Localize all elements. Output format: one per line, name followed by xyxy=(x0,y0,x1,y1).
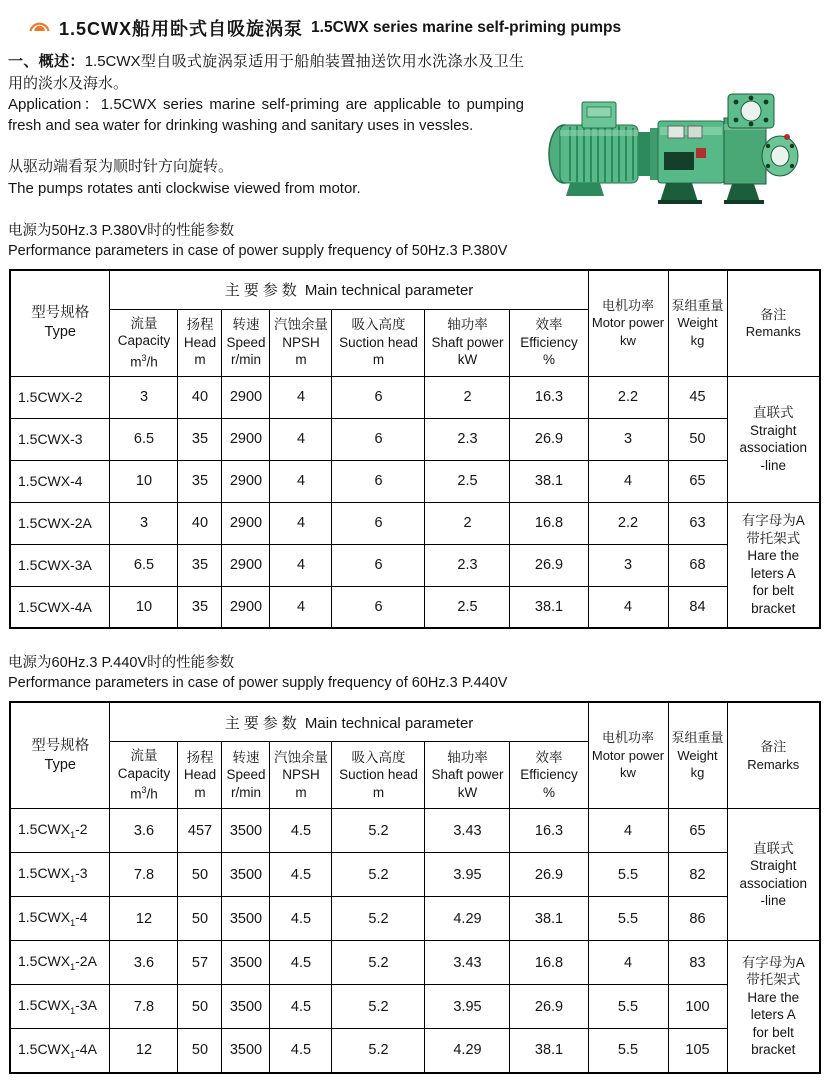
cell-efficiency: 16.3 xyxy=(510,809,588,853)
page-title-zh: 1.5CWX船用卧式自吸旋涡泵 xyxy=(59,19,304,39)
param-header-cell-head: 扬程 Head m xyxy=(178,742,222,809)
cell-type: $1.5CWX_1-3$ xyxy=(10,853,110,897)
cell-efficiency: 38.1 xyxy=(510,460,588,502)
weight-header-cell: 泵组重量 Weight kg xyxy=(668,702,727,809)
cell-efficiency: 38.1 xyxy=(510,586,588,628)
section-60hz-zh: 电源为60Hz.3 P.440V时的性能参数 xyxy=(8,655,235,671)
application-paragraph-en: Application：1.5CWX series marine self-priming are applicable to pumping fresh and sea water for drinking washing and sanitary uses in vessles. xyxy=(8,96,524,134)
remark-cell: 有字母为A 带托架式 Hare the leters A for belt bracket xyxy=(727,502,820,628)
cell-npsh: 4 xyxy=(270,376,332,418)
cell-shaft-power: 3.43 xyxy=(425,809,510,853)
cell-weight: 65 xyxy=(668,809,727,853)
cell-npsh: 4.5 xyxy=(270,809,332,853)
page-title xyxy=(28,15,830,41)
cell-capacity: 3.6 xyxy=(110,809,178,853)
cell-npsh: 4.5 xyxy=(270,985,332,1029)
main-parameter-group-header: 主要参数 Main technical parameter xyxy=(110,702,588,742)
remark-cell: 直联式 Straight association -line xyxy=(727,376,820,502)
rotation-note-en: The pumps rotates anti clockwise viewed from motor. xyxy=(8,179,361,197)
cell-speed: 3500 xyxy=(222,985,270,1029)
section-60hz-heading xyxy=(8,653,830,693)
sunrise-arc-icon xyxy=(28,17,51,39)
param-header-cell-speed: 转速 Speed r/min xyxy=(222,309,270,376)
cell-capacity: 7.8 xyxy=(110,853,178,897)
cell-efficiency: 26.9 xyxy=(510,544,588,586)
param-header-cell-capacity: 流量 Capacity $m^3/h$ xyxy=(110,309,178,376)
section-50hz-en: Performance parameters in case of power supply frequency of 50Hz.3 P.380V xyxy=(8,242,508,259)
cell-suction-head: 5.2 xyxy=(332,985,425,1029)
cell-motor-power: 4 xyxy=(588,586,668,628)
cell-npsh: 4 xyxy=(270,460,332,502)
overview-text-zh: 1.5CWX型自吸式旋涡泵适用于船舶装置抽送饮用水洗涤水及卫生用的淡水及海水。 xyxy=(8,53,524,92)
cell-weight: 105 xyxy=(668,1029,727,1073)
cell-weight: 63 xyxy=(668,502,727,544)
cell-shaft-power: 2.5 xyxy=(425,460,510,502)
cell-speed: 3500 xyxy=(222,941,270,985)
cell-motor-power: 2.2 xyxy=(588,376,668,418)
cell-head: 57 xyxy=(178,941,222,985)
cell-type: 1.5CWX-3A xyxy=(10,544,110,586)
table-row xyxy=(10,376,820,418)
cell-shaft-power: 2.3 xyxy=(425,418,510,460)
cell-npsh: 4 xyxy=(270,586,332,628)
motor-power-header-cell: 电机功率 Motor power kw xyxy=(588,702,668,809)
cell-capacity: 10 xyxy=(110,586,178,628)
param-header-cell-capacity: 流量 Capacity $m^3/h$ xyxy=(110,742,178,809)
cell-capacity: 7.8 xyxy=(110,985,178,1029)
cell-head: 50 xyxy=(178,985,222,1029)
param-header-cell-head: 扬程 Head m xyxy=(178,309,222,376)
cell-efficiency: 16.3 xyxy=(510,376,588,418)
param-header-cell-shaft-power: 轴功率 Shaft power kW xyxy=(425,742,510,809)
param-header-cell-npsh: 汽蚀余量 NPSH m xyxy=(270,742,332,809)
cell-weight: 68 xyxy=(668,544,727,586)
table-row xyxy=(10,502,820,544)
cell-suction-head: 5.2 xyxy=(332,809,425,853)
cell-motor-power: 5.5 xyxy=(588,985,668,1029)
cell-weight: 86 xyxy=(668,897,727,941)
param-header-cell-npsh: 汽蚀余量 NPSH m xyxy=(270,309,332,376)
cell-capacity: 10 xyxy=(110,460,178,502)
cell-suction-head: 6 xyxy=(332,418,425,460)
cell-head: 35 xyxy=(178,418,222,460)
cell-head: 457 xyxy=(178,809,222,853)
cell-efficiency: 26.9 xyxy=(510,853,588,897)
cell-type: 1.5CWX-2A xyxy=(10,502,110,544)
cell-npsh: 4.5 xyxy=(270,853,332,897)
cell-shaft-power: 3.43 xyxy=(425,941,510,985)
cell-efficiency: 26.9 xyxy=(510,418,588,460)
cell-motor-power: 5.5 xyxy=(588,853,668,897)
cell-efficiency: 38.1 xyxy=(510,1029,588,1073)
table-50hz-container xyxy=(0,269,830,630)
performance-table-50hz xyxy=(9,269,821,630)
cell-motor-power: 5.5 xyxy=(588,897,668,941)
param-header-cell-speed: 转速 Speed r/min xyxy=(222,742,270,809)
page-title-en: 1.5CWX series marine self-priming pumps xyxy=(311,19,622,36)
cell-weight: 82 xyxy=(668,853,727,897)
weight-header-cell: 泵组重量 Weight kg xyxy=(668,270,727,377)
table-row xyxy=(10,1029,820,1073)
cell-capacity: 6.5 xyxy=(110,544,178,586)
cell-efficiency: 16.8 xyxy=(510,941,588,985)
param-header-cell-efficiency: 效率 Efficiency % xyxy=(510,742,588,809)
cell-head: 35 xyxy=(178,544,222,586)
cell-speed: 3500 xyxy=(222,897,270,941)
remark-header-cell: 备注 Remarks xyxy=(727,702,820,809)
cell-motor-power: 4 xyxy=(588,941,668,985)
cell-head: 35 xyxy=(178,586,222,628)
cell-suction-head: 5.2 xyxy=(332,941,425,985)
cell-speed: 2900 xyxy=(222,418,270,460)
remark-cell: 直联式 Straight association -line xyxy=(727,809,820,941)
rotation-note-zh: 从驱动端看泵为顺时针方向旋转。 xyxy=(8,158,234,175)
cell-suction-head: 6 xyxy=(332,586,425,628)
cell-npsh: 4 xyxy=(270,418,332,460)
param-header-cell-efficiency: 效率 Efficiency % xyxy=(510,309,588,376)
cell-type: $1.5CWX_1-4$ xyxy=(10,897,110,941)
cell-shaft-power: 2.3 xyxy=(425,544,510,586)
cell-speed: 2900 xyxy=(222,586,270,628)
cell-speed: 2900 xyxy=(222,502,270,544)
cell-suction-head: 5.2 xyxy=(332,897,425,941)
pump-product-photo xyxy=(540,90,808,222)
cell-suction-head: 6 xyxy=(332,502,425,544)
cell-capacity: 6.5 xyxy=(110,418,178,460)
table-row xyxy=(10,897,820,941)
table-60hz-container xyxy=(0,701,830,1074)
cell-shaft-power: 3.95 xyxy=(425,853,510,897)
cell-speed: 3500 xyxy=(222,853,270,897)
cell-shaft-power: 2 xyxy=(425,502,510,544)
section-50hz-zh: 电源为50Hz.3 P.380V时的性能参数 xyxy=(8,222,235,239)
cell-speed: 2900 xyxy=(222,376,270,418)
cell-efficiency: 38.1 xyxy=(510,897,588,941)
intro-block xyxy=(8,51,524,199)
cell-head: 35 xyxy=(178,460,222,502)
section-60hz-en: Performance parameters in case of power supply frequency of 60Hz.3 P.440V xyxy=(8,675,508,691)
cell-suction-head: 6 xyxy=(332,544,425,586)
cell-weight: 84 xyxy=(668,586,727,628)
table-row xyxy=(10,460,820,502)
cell-type: 1.5CWX-4A xyxy=(10,586,110,628)
param-header-cell-suction-head: 吸入高度 Suction head m xyxy=(332,742,425,809)
type-header-cell: 型号规格 Type xyxy=(10,702,110,809)
cell-suction-head: 6 xyxy=(332,460,425,502)
param-header-cell-shaft-power: 轴功率 Shaft power kW xyxy=(425,309,510,376)
table-row xyxy=(10,544,820,586)
table-row xyxy=(10,586,820,628)
cell-capacity: 3.6 xyxy=(110,941,178,985)
cell-type: 1.5CWX-4 xyxy=(10,460,110,502)
param-header-cell-suction-head: 吸入高度 Suction head m xyxy=(332,309,425,376)
performance-table-60hz xyxy=(9,701,821,1074)
cell-npsh: 4 xyxy=(270,502,332,544)
cell-motor-power: 3 xyxy=(588,418,668,460)
section-50hz-heading xyxy=(8,221,830,261)
cell-weight: 83 xyxy=(668,941,727,985)
cell-motor-power: 4 xyxy=(588,460,668,502)
table-row xyxy=(10,941,820,985)
cell-npsh: 4.5 xyxy=(270,941,332,985)
cell-speed: 3500 xyxy=(222,1029,270,1073)
table-row xyxy=(10,809,820,853)
cell-head: 50 xyxy=(178,853,222,897)
remark-cell: 有字母为A 带托架式 Hare the leters A for belt bracket xyxy=(727,941,820,1073)
overview-label: 一、概述： xyxy=(8,53,85,70)
cell-suction-head: 6 xyxy=(332,376,425,418)
remark-header-cell: 备注 Remanks xyxy=(727,270,820,377)
cell-weight: 45 xyxy=(668,376,727,418)
cell-type: $1.5CWX_1-3A$ xyxy=(10,985,110,1029)
motor-power-header-cell: 电机功率 Motor power kw xyxy=(588,270,668,377)
cell-motor-power: 5.5 xyxy=(588,1029,668,1073)
cell-type: $1.5CWX_1-2A$ xyxy=(10,941,110,985)
cell-suction-head: 5.2 xyxy=(332,1029,425,1073)
cell-speed: 3500 xyxy=(222,809,270,853)
type-header-cell: 型号规格 Type xyxy=(10,270,110,377)
cell-shaft-power: 4.29 xyxy=(425,1029,510,1073)
cell-suction-head: 5.2 xyxy=(332,853,425,897)
cell-type: $1.5CWX_1-2$ xyxy=(10,809,110,853)
cell-npsh: 4.5 xyxy=(270,1029,332,1073)
cell-capacity: 3 xyxy=(110,376,178,418)
cell-shaft-power: 2 xyxy=(425,376,510,418)
cell-weight: 65 xyxy=(668,460,727,502)
cell-efficiency: 16.8 xyxy=(510,502,588,544)
cell-motor-power: 2.2 xyxy=(588,502,668,544)
cell-head: 50 xyxy=(178,1029,222,1073)
cell-shaft-power: 3.95 xyxy=(425,985,510,1029)
cell-capacity: 3 xyxy=(110,502,178,544)
table-row xyxy=(10,853,820,897)
cell-capacity: 12 xyxy=(110,897,178,941)
cell-capacity: 12 xyxy=(110,1029,178,1073)
cell-type: 1.5CWX-3 xyxy=(10,418,110,460)
cell-shaft-power: 2.5 xyxy=(425,586,510,628)
cell-head: 40 xyxy=(178,502,222,544)
cell-motor-power: 4 xyxy=(588,809,668,853)
main-parameter-group-header: 主要参数 Main technical parameter xyxy=(110,270,588,310)
cell-type: $1.5CWX_1-4A$ xyxy=(10,1029,110,1073)
cell-shaft-power: 4.29 xyxy=(425,897,510,941)
cell-efficiency: 26.9 xyxy=(510,985,588,1029)
cell-npsh: 4.5 xyxy=(270,897,332,941)
overview-paragraph-zh xyxy=(8,51,524,94)
cell-head: 50 xyxy=(178,897,222,941)
cell-npsh: 4 xyxy=(270,544,332,586)
cell-speed: 2900 xyxy=(222,544,270,586)
cell-motor-power: 3 xyxy=(588,544,668,586)
table-row xyxy=(10,985,820,1029)
cell-speed: 2900 xyxy=(222,460,270,502)
cell-weight: 100 xyxy=(668,985,727,1029)
table-row xyxy=(10,418,820,460)
cell-type: 1.5CWX-2 xyxy=(10,376,110,418)
cell-head: 40 xyxy=(178,376,222,418)
rotation-note xyxy=(8,156,524,199)
cell-weight: 50 xyxy=(668,418,727,460)
